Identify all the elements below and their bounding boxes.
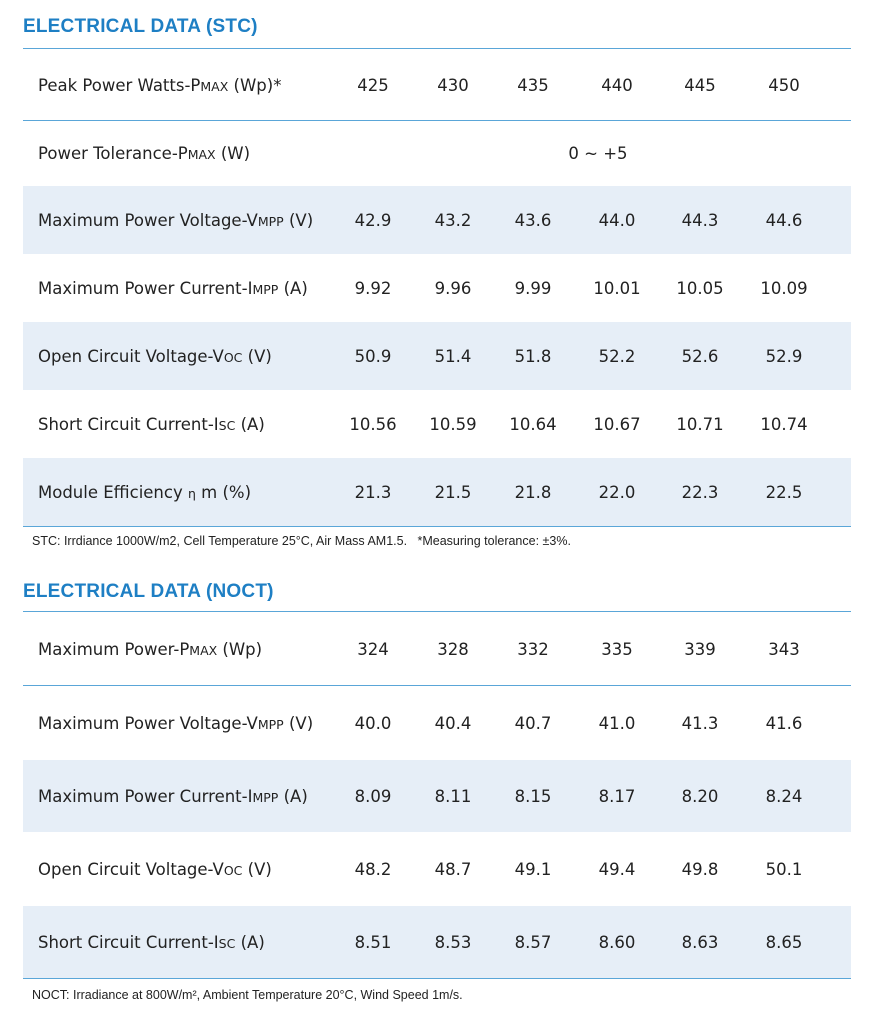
table-cell: 40.7 [514,713,552,733]
table-cell: 8.53 [434,932,472,952]
table-cell: 48.2 [354,859,392,879]
table-cell: 22.3 [681,482,719,502]
row-label-text: Short Circuit Current-I [38,932,219,952]
row-label-text: Maximum Power Voltage-V [38,210,258,230]
table-row [23,186,851,254]
table-cell: 335 [601,639,633,659]
row-label [38,76,281,95]
table-cell: 8.20 [681,786,719,806]
table-cell: 9.92 [354,278,392,298]
row-label [38,144,250,163]
table-cell: 43.2 [434,210,472,230]
row-label-unit: (A) [278,786,308,806]
table-cell: 44.0 [598,210,636,230]
table-row [23,832,851,906]
table-cell: 339 [684,639,716,659]
table-cell: 8.57 [514,932,552,952]
table-cell: 49.1 [514,859,552,879]
table-cell: 41.6 [765,713,803,733]
row-label-subscript: SC [218,935,236,951]
table-cell: 51.4 [434,346,472,366]
row-label-unit: (A) [278,278,308,298]
row-label-unit: (V) [242,859,272,879]
table-cell: 10.05 [676,278,724,298]
table-cell: 8.11 [434,786,472,806]
table-cell: 8.09 [354,786,392,806]
table-cell: 49.8 [681,859,719,879]
table-row [23,906,851,979]
row-label-text: Power Tolerance-P [38,144,188,163]
row-label-unit: (Wp)* [228,75,282,95]
table-cell: 52.9 [765,346,803,366]
noct-title: ELECTRICAL DATA (NOCT) [23,581,274,602]
table-cell: 44.6 [765,210,803,230]
table-cell: 42.9 [354,210,392,230]
table-cell: 343 [768,639,800,659]
table-row [23,254,851,322]
table-cell: 10.01 [593,278,641,298]
row-label [38,347,272,366]
table-row [23,50,851,121]
row-label-subscript: MPP [252,789,279,805]
table-row [23,322,851,390]
table-cell: 435 [517,75,549,95]
table-cell: 425 [357,75,389,95]
row-label-subscript: MPP [257,213,284,229]
stc-note: STC: Irrdiance 1000W/m2, Cell Temperature 25°C, Air Mass AM1.5. *Measuring tolerance: ±3%. [32,534,571,548]
table-row [23,686,851,760]
row-label-subscript: MAX [187,147,216,162]
row-label-unit: (A) [235,932,265,952]
table-cell: 8.65 [765,932,803,952]
row-label-subscript: OC [223,862,243,878]
row-label [38,714,313,733]
row-label-unit: (V) [242,346,272,366]
row-label [38,860,272,879]
row-label [38,483,251,502]
noct-table [23,613,851,979]
table-cell: 445 [684,75,716,95]
table-cell: 21.5 [434,482,472,502]
row-label-unit: (Wp) [217,639,263,659]
row-label [38,933,265,952]
table-cell: 48.7 [434,859,472,879]
row-label-subscript: OC [223,349,243,365]
row-label-subscript: MPP [257,716,284,732]
table-cell: 10.09 [760,278,808,298]
row-label-subscript: MAX [189,642,218,658]
table-cell: 51.8 [514,346,552,366]
row-label-text: Module Efficiency [38,482,188,502]
table-cell: 10.59 [429,414,477,434]
table-cell: 324 [357,639,389,659]
table-cell: 10.74 [760,414,808,434]
row-label-text: Peak Power Watts-P [38,75,201,95]
table-cell: 332 [517,639,549,659]
table-row [23,121,851,186]
table-cell: 9.99 [514,278,552,298]
table-cell: 430 [437,75,469,95]
table-cell: 41.3 [681,713,719,733]
table-cell: 8.60 [598,932,636,952]
table-cell: 10.67 [593,414,641,434]
row-label [38,640,262,659]
table-cell: 52.6 [681,346,719,366]
table-cell: 44.3 [681,210,719,230]
table-row [23,613,851,686]
row-label-unit: (W) [215,144,251,163]
row-label-text: Short Circuit Current-I [38,414,219,434]
table-cell: 10.71 [676,414,724,434]
table-row [23,760,851,832]
table-cell: 22.5 [765,482,803,502]
table-cell: 52.2 [598,346,636,366]
row-label-unit: (V) [283,210,314,230]
table-cell: 9.96 [434,278,472,298]
stc-title: ELECTRICAL DATA (STC) [23,16,258,37]
row-label-unit: (A) [235,414,265,434]
table-cell-span: 0 ~ +5 [568,144,628,163]
row-label-unit: (V) [283,713,314,733]
table-cell: 41.0 [598,713,636,733]
stc-table [23,50,851,527]
table-cell: 328 [437,639,469,659]
noct-title-rule [23,611,851,612]
table-cell: 50.9 [354,346,392,366]
table-cell: 21.8 [514,482,552,502]
row-label-subscript: MAX [200,78,229,94]
table-cell: 8.15 [514,786,552,806]
row-label [38,211,313,230]
row-label-unit: m (%) [195,482,252,502]
noct-note: NOCT: Irradiance at 800W/m², Ambient Temperature 20°C, Wind Speed 1m/s. [32,988,463,1002]
row-label [38,415,265,434]
table-cell: 49.4 [598,859,636,879]
table-cell: 40.4 [434,713,472,733]
row-label-subscript: MPP [252,281,279,297]
table-cell: 450 [768,75,800,95]
table-cell: 43.6 [514,210,552,230]
row-label [38,279,308,298]
table-cell: 21.3 [354,482,392,502]
table-cell: 8.17 [598,786,636,806]
row-label [38,787,308,806]
row-label-subscript: η [187,485,196,501]
row-label-text: Maximum Power-P [38,639,190,659]
table-cell: 22.0 [598,482,636,502]
stc-title-rule [23,48,851,49]
table-cell: 8.51 [354,932,392,952]
table-cell: 10.56 [349,414,397,434]
table-cell: 8.24 [765,786,803,806]
row-label-text: Maximum Power Current-I [38,278,253,298]
table-row [23,390,851,458]
table-cell: 40.0 [354,713,392,733]
table-cell: 10.64 [509,414,557,434]
table-cell: 50.1 [765,859,803,879]
table-row [23,458,851,527]
row-label-text: Open Circuit Voltage-V [38,346,224,366]
row-label-text: Maximum Power Voltage-V [38,713,258,733]
row-label-text: Open Circuit Voltage-V [38,859,224,879]
row-label-subscript: SC [218,417,236,433]
table-cell: 8.63 [681,932,719,952]
row-label-text: Maximum Power Current-I [38,786,253,806]
table-cell: 440 [601,75,633,95]
